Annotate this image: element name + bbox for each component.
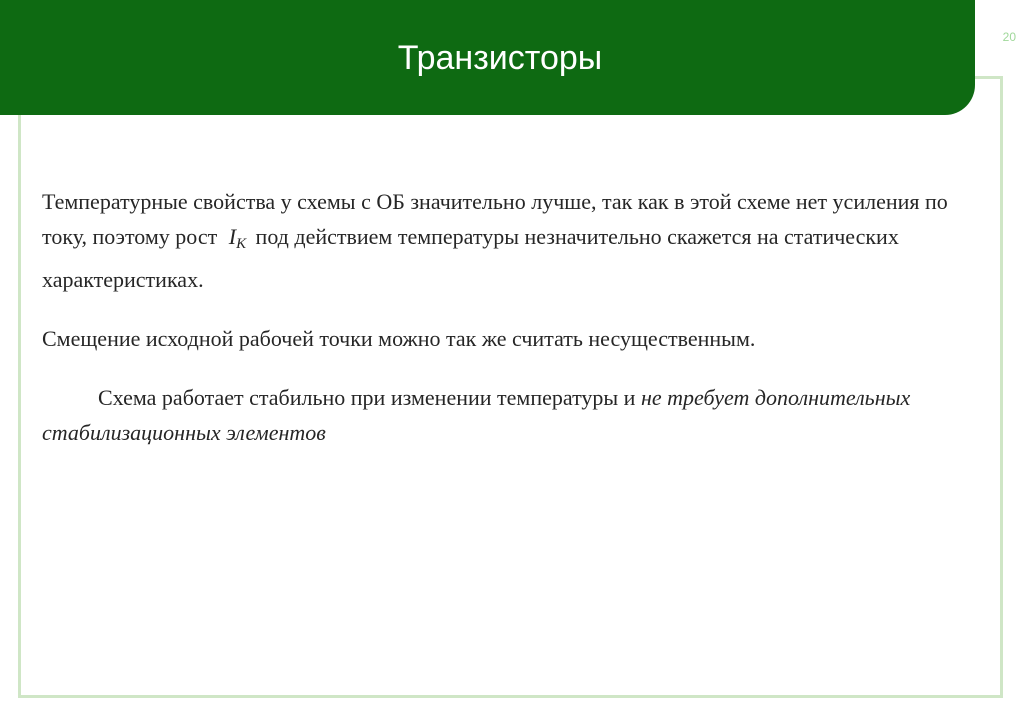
page-number: 20 (1002, 30, 1016, 44)
paragraph-3-emphasis: не требует дополнительных стабилизационных элементов (42, 385, 911, 445)
slide-title: Транзисторы (397, 39, 603, 77)
paragraph-temperature-properties (42, 184, 992, 297)
collector-current-symbol (228, 224, 247, 252)
current-subscript: К (236, 236, 247, 252)
slide-body (42, 184, 992, 450)
header-banner (0, 0, 975, 115)
paragraph-1-text-end: под действием температуры незначительно скажется на статических характеристиках. (42, 224, 899, 292)
current-symbol: I (228, 224, 237, 249)
paragraph-3-text: Схема работает стабильно при изменении температуры и (98, 385, 636, 410)
paragraph-stability (42, 380, 992, 450)
paragraph-operating-point: Смещение исходной рабочей точки можно так же считать несущественным. (42, 326, 756, 351)
paragraph-1-text-start: Температурные свойства у схемы с ОБ значительно лучше, так как в этой схеме нет усиления по току, поэтому рост (42, 189, 948, 249)
